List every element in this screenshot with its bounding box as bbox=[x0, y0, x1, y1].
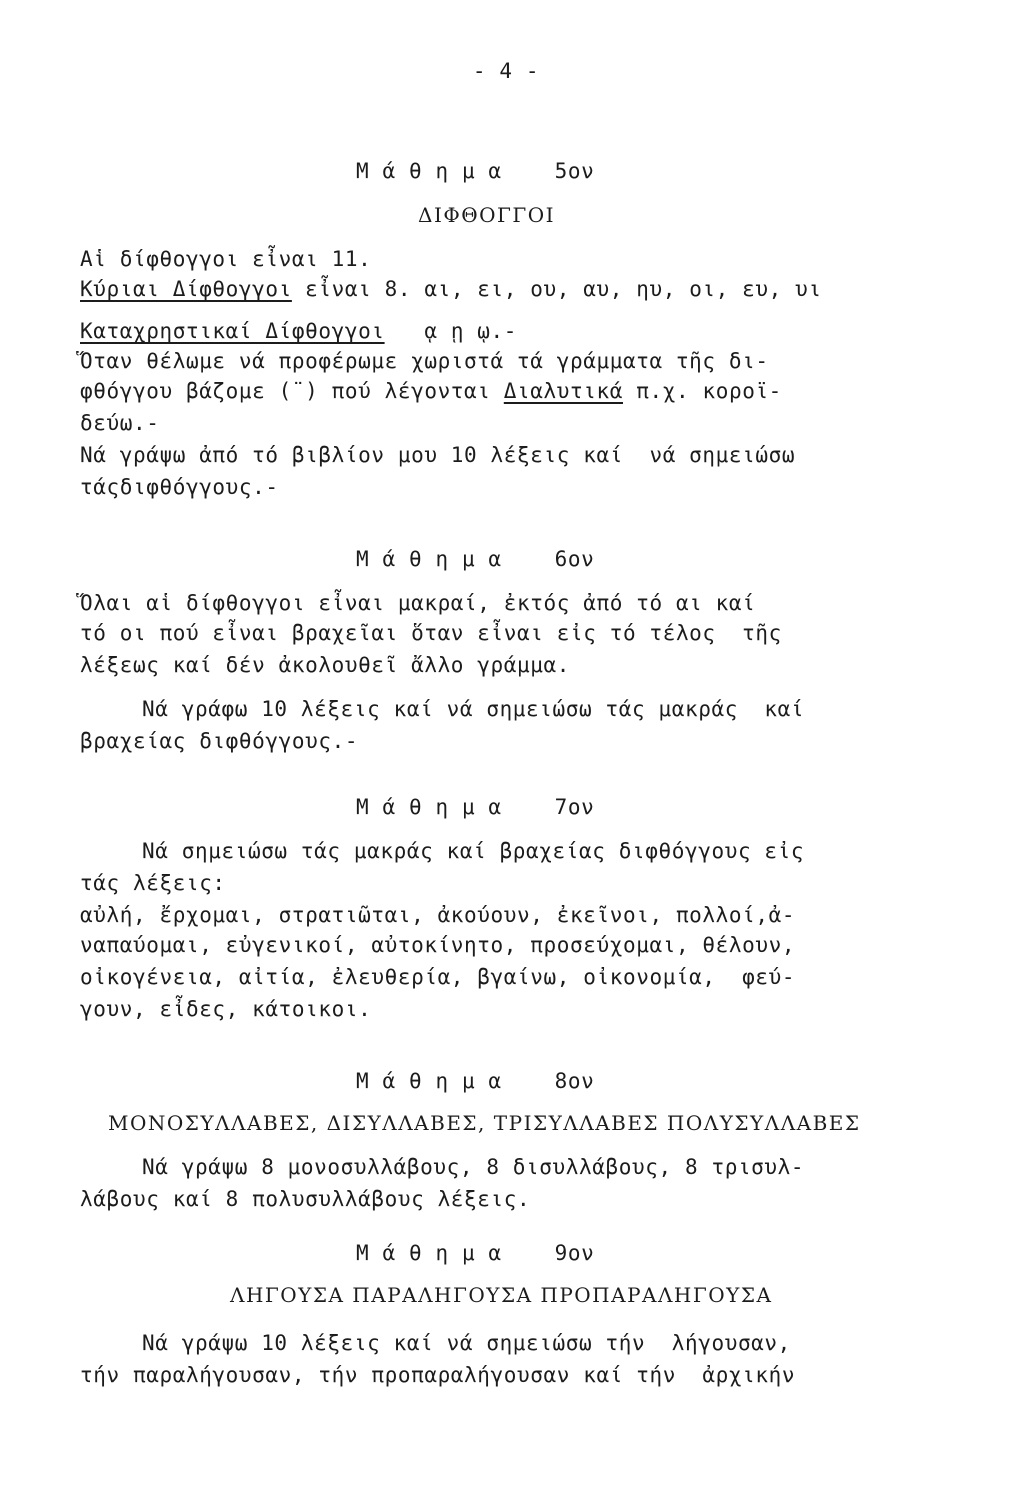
lesson-9-line-2: τήν παραλήγουσαν, τήν προπαραλήγουσαν καί τήν ἀρχικήν bbox=[80, 1363, 796, 1387]
lesson-5-line-8: τάςδιφθόγγους.- bbox=[80, 475, 279, 499]
lesson-5-line-1: Αἱ δίφθογγοι εἶναι 11. bbox=[80, 247, 372, 271]
lesson-5-title: Μ ά θ η μ α 5ον bbox=[356, 159, 595, 183]
lesson-6-line-2: τό οι πού εἶναι βραχεῖαι ὅταν εἶναι εἰς τό τέλος τῆς bbox=[80, 621, 782, 645]
lesson-9-line-1: Νά γράψω 10 λέξεις καί νά σημειώσω τήν λήγουσαν, bbox=[142, 1331, 791, 1355]
underlined-katachrestikai: Καταχρηστικαί Δίφθογγοι bbox=[80, 319, 385, 343]
lesson-5-line-6: δεύω.- bbox=[80, 411, 160, 435]
lesson-5-line-3: Καταχρηστικαί Δίφθογγοι ᾳ ῃ ῳ.- bbox=[80, 319, 518, 343]
lesson-5-line-2: Κύριαι Δίφθογγοι εἶναι 8. αι, ει, ου, αυ, ηυ, οι, ευ, υι bbox=[80, 277, 822, 301]
underlined-kyriai: Κύριαι Δίφθογγοι bbox=[80, 277, 292, 301]
lesson-6-line-3: λέξεως καί δέν ἀκολουθεῖ ἄλλο γράμμα. bbox=[80, 653, 570, 677]
lesson-8-title: Μ ά θ η μ α 8ον bbox=[356, 1069, 595, 1093]
lesson-7-line-4: ναπαύομαι, εὐγενικοί, αὐτοκίνητο, προσεύχομαι, θέλουν, bbox=[80, 933, 796, 957]
lesson-6-line-4: Νά γράφω 10 λέξεις καί νά σημειώσω τάς μακράς καί bbox=[142, 697, 805, 721]
lesson-7-line-5: οἰκογένεια, αἰτία, ἐλευθερία, βγαίνω, οἰκονομία, φεύ- bbox=[80, 965, 796, 989]
lesson-5-line-7: Νά γράψω ἀπό τό βιβλίον μου 10 λέξεις καί νά σημειώσω bbox=[80, 443, 796, 467]
lesson-7-line-2: τάς λέξεις: bbox=[80, 871, 226, 895]
lesson-9-title: Μ ά θ η μ α 9ον bbox=[356, 1241, 595, 1265]
lesson-6-title: Μ ά θ η μ α 6ον bbox=[356, 547, 595, 571]
lesson-7-line-1: Νά σημειώσω τάς μακράς καί βραχείας διφθόγγους εἰς bbox=[142, 839, 805, 863]
lesson-5-line-5: φθόγγου βάζομε (¨) πού λέγονται Διαλυτικά π.χ. κοροϊ- bbox=[80, 379, 782, 403]
lesson-8-line-2: λάβους καί 8 πολυσυλλάβους λέξεις. bbox=[80, 1187, 531, 1211]
lesson-7-line-6: γουν, εἶδες, κάτοικοι. bbox=[80, 997, 372, 1021]
underlined-dialytika: Διαλυτικά bbox=[503, 379, 623, 403]
lesson-6-line-1: Ὅλαι αἱ δίφθογγοι εἶναι μακραί, ἐκτός ἀπό τό αι καί bbox=[80, 591, 756, 615]
lesson-7-title: Μ ά θ η μ α 7ον bbox=[356, 795, 595, 819]
lesson-5-line-4: Ὅταν θέλωμε νά προφέρωμε χωριστά τά γράμματα τῆς δι- bbox=[80, 349, 769, 373]
lesson-8-line-1: Νά γράψω 8 μονοσυλλάβους, 8 δισυλλάβους, 8 τρισυλ- bbox=[142, 1155, 805, 1179]
lesson-6-line-5: βραχείας διφθόγγους.- bbox=[80, 729, 359, 753]
lesson-8-heading: ΜΟΝΟΣΥΛΛΑΒΕΣ, ΔΙΣΥΛΛΑΒΕΣ, ΤΡΙΣΥΛΛΑΒΕΣ ΠΟΛΥΣΥΛΛΑΒΕΣ bbox=[108, 1111, 861, 1135]
lesson-5-heading: ΔΙΦΘΟΓΓΟΙ bbox=[418, 203, 556, 227]
lesson-7-line-3: αὐλή, ἔρχομαι, στρατιῶται, ἀκούουν, ἐκεῖνοι, πολλοί,ἀ- bbox=[80, 903, 796, 927]
lesson-9-heading: ΛΗΓΟΥΣΑ ΠΑΡΑΛΗΓΟΥΣΑ ΠΡΟΠΑΡΑΛΗΓΟΥΣΑ bbox=[230, 1283, 773, 1307]
page-number: - 4 - bbox=[472, 59, 540, 83]
